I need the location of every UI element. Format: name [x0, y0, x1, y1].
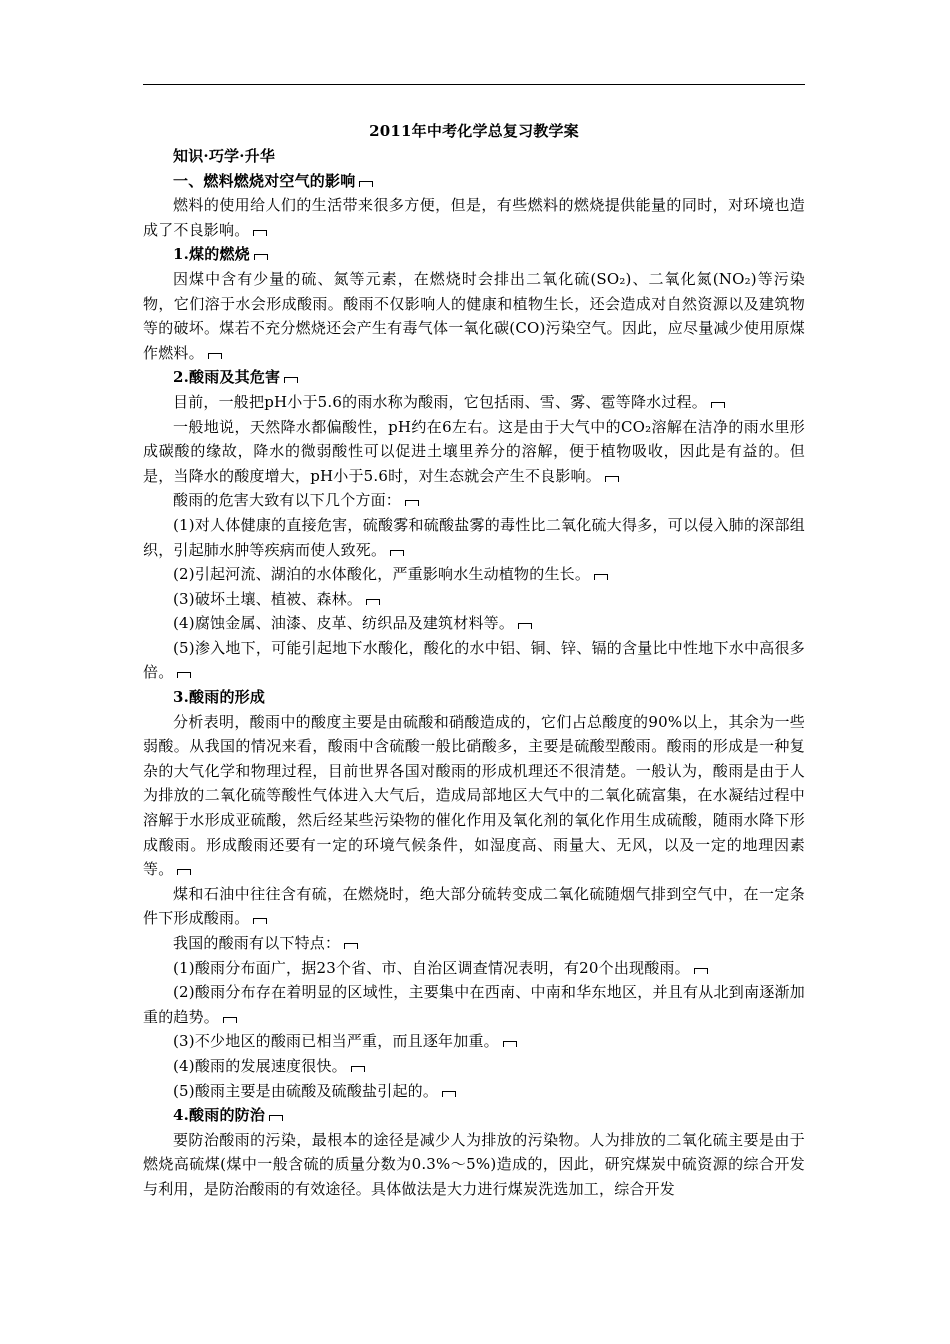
paragraph-mark-icon [694, 968, 708, 974]
paragraph [143, 513, 805, 562]
paragraph [143, 710, 805, 882]
paragraph-mark-icon [223, 1017, 237, 1023]
paragraph-mark-icon [442, 1091, 456, 1097]
paragraph-mark-icon [351, 1066, 365, 1072]
paragraph-mark-icon [605, 476, 619, 482]
paragraph-mark-icon [405, 500, 419, 506]
paragraph-mark-icon [177, 869, 191, 875]
paragraph-mark-icon [594, 574, 608, 580]
paragraph-mark-icon [208, 353, 222, 359]
paragraph-text: (3)破坏土壤、植被、森林。 [173, 589, 363, 608]
paragraph-text: 燃料的使用给人们的生活带来很多方便，但是，有些燃料的燃烧提供能量的同时，对环境也造成了不良影响。 [143, 196, 805, 239]
paragraph [143, 587, 805, 612]
paragraph-text: (2)引起河流、湖泊的水体酸化，严重影响水生动植物的生长。 [173, 565, 591, 584]
section-heading [143, 242, 805, 267]
paragraph-text: (5)酸雨主要是由硫酸及硫酸盐引起的。 [173, 1081, 439, 1100]
paragraph-mark-icon [177, 672, 191, 678]
section-heading [143, 685, 805, 710]
paragraph-text: 我国的酸雨有以下特点： [173, 934, 341, 952]
paragraph-mark-icon [711, 402, 725, 408]
paragraph-mark-icon [284, 377, 298, 383]
section-heading [143, 1103, 805, 1128]
document-title: 2011年中考化学总复习教学案 [369, 122, 579, 140]
paragraph-text: (5)渗入地下，可能引起地下水酸化，酸化的水中铝、铜、锌、镉的含量比中性地下水中高很多倍。 [143, 638, 805, 682]
paragraph-text: (2)酸雨分布存在着明显的区域性，主要集中在西南、中南和华东地区，并且有从北到南逐渐加重的趋势。 [143, 983, 805, 1026]
paragraph-text: 酸雨的危害大致有以下几个方面： [173, 491, 402, 510]
paragraph-text: (4)腐蚀金属、油漆、皮革、纺织品及建筑材料等。 [173, 614, 515, 633]
paragraph [143, 488, 805, 513]
heading-text: 1.煤的燃烧 [173, 245, 250, 264]
paragraph-text: (1)酸雨分布面广，据23个省、市、自治区调查情况表明，有20个出现酸雨。 [173, 958, 690, 977]
paragraph [143, 611, 805, 636]
paragraph [143, 980, 805, 1029]
paragraph-mark-icon [390, 550, 404, 556]
heading-text: 4.酸雨的防治 [173, 1106, 266, 1125]
paragraph-mark-icon [344, 943, 358, 949]
paragraph [143, 882, 805, 931]
paragraph-mark-icon [254, 254, 268, 260]
paragraph [143, 1079, 805, 1104]
document-subtitle: 知识·巧学·升华 [173, 147, 276, 165]
paragraph-mark-icon [518, 623, 532, 629]
paragraph [143, 390, 805, 415]
paragraph-mark-icon [366, 599, 380, 605]
paragraph-mark-icon [359, 181, 373, 187]
header-rule [143, 84, 805, 85]
paragraph [143, 931, 805, 956]
paragraph-text: (1)对人体健康的直接危害，硫酸雾和硫酸盐雾的毒性比二氧化硫大得多，可以侵入肺的深部组织，引起肺水肿等疾病而使人致死。 [143, 515, 805, 559]
paragraph [143, 636, 805, 685]
paragraph-mark-icon [253, 918, 267, 924]
heading-text: 3.酸雨的形成 [173, 688, 266, 707]
paragraph-text: (3)不少地区的酸雨已相当严重，而且逐年加重。 [173, 1032, 499, 1051]
paragraph [143, 1128, 805, 1202]
paragraph-mark-icon [253, 230, 267, 236]
paragraph [143, 1054, 805, 1079]
paragraph-text: 目前，一般把pH小于5.6的雨水称为酸雨，它包括雨、雪、雾、雹等降水过程。 [173, 392, 707, 411]
document-blocks [143, 169, 805, 1202]
paragraph-text: (4)酸雨的发展速度很快。 [173, 1056, 347, 1075]
paragraph [143, 1029, 805, 1054]
paragraph [143, 193, 805, 242]
document-body [143, 118, 805, 1202]
paragraph-mark-icon [269, 1115, 283, 1121]
paragraph-text: 分析表明，酸雨中的酸度主要是由硫酸和硝酸造成的，它们占总酸度的90%以上，其余为一些弱酸。从我国的情况来看，酸雨中含硫酸一般比硝酸多，主要是硫酸型酸雨。酸雨的形成是一种复杂的大气化学和物理过程，目前世界各国对酸雨的形成机理还不很清楚。一般认为，酸雨是由于人为排放的二氧化硫等酸性气体进入大气后，造成局部地区大气中的二氧化硫富集，在水凝结过程中溶解于水形成亚硫酸，然后经某些污染物的催化作用及氧化剂的氧化作用生成硫酸，随雨水降下形成酸雨。形成酸雨还要有一定的环境气候条件，如湿度高、雨量大、无风，以及一定的地理因素等。 [143, 712, 805, 879]
heading-text: 一、燃料燃烧对空气的影响 [173, 171, 356, 190]
paragraph-text: 一般地说，天然降水都偏酸性，pH约在6左右。这是由于大气中的CO₂溶解在洁净的雨水里形成碳酸的缘故，降水的微弱酸性可以促进土壤里养分的溶解，便于植物吸收，因此是有益的。但是，当降水的酸度增大，pH小于5.6时，对生态就会产生不良影响。 [143, 417, 805, 485]
paragraph [143, 267, 805, 365]
paragraph [143, 562, 805, 587]
paragraph-text: 煤和石油中往往含有硫，在燃烧时，绝大部分硫转变成二氧化硫随烟气排到空气中，在一定条件下形成酸雨。 [143, 884, 805, 928]
heading-text: 2.酸雨及其危害 [173, 368, 281, 387]
section-heading [143, 365, 805, 390]
paragraph-mark-icon [503, 1041, 517, 1047]
paragraph [143, 956, 805, 981]
paragraph-text: 因煤中含有少量的硫、氮等元素，在燃烧时会排出二氧化硫(SO₂)、二氧化氮(NO₂)等污染物，它们溶于水会形成酸雨。酸雨不仅影响人的健康和植物生长，还会造成对自然资源以及建筑物等的破坏。煤若不充分燃烧还会产生有毒气体一氧化碳(CO)污染空气。因此，应尽量减少使用原煤作燃料。 [143, 269, 805, 362]
paragraph-text: 要防治酸雨的污染，最根本的途径是减少人为排放的污染物。人为排放的二氧化硫主要是由于燃烧高硫煤(煤中一般含硫的质量分数为0.3%～5%)造成的，因此，研究煤炭中硫资源的综合开发与利用，是防治酸雨的有效途径。具体做法是大力进行煤炭洗选加工，综合开发 [143, 1130, 805, 1198]
section-heading [143, 169, 805, 194]
paragraph [143, 415, 805, 489]
